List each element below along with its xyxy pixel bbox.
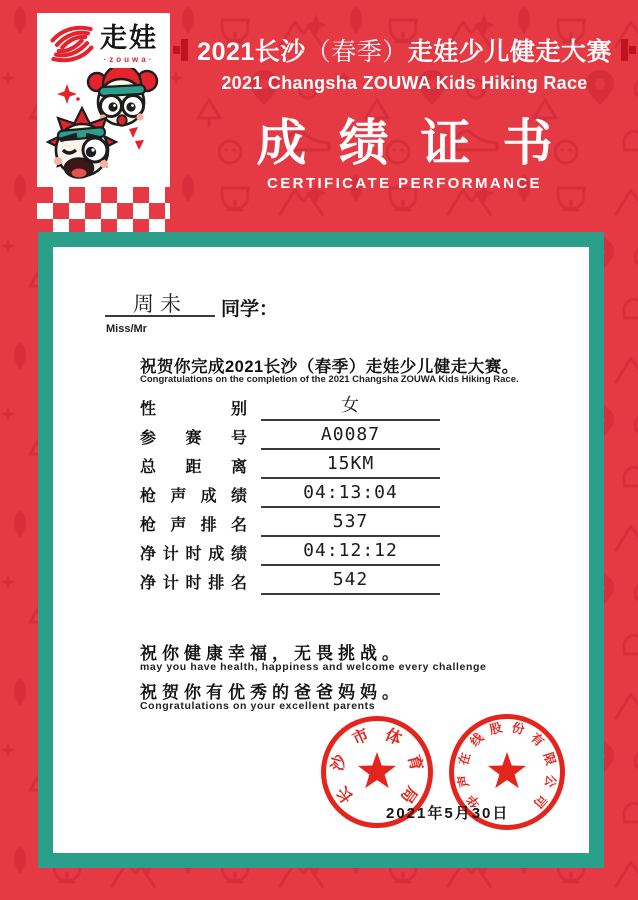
stamp-arc-character: 市 [349,726,372,749]
stamp-star-icon [355,751,399,793]
field-row-gun-rank [140,508,440,537]
field-label: 枪 声 成 绩 [140,488,247,506]
title-deco-right-icon [621,39,636,61]
certificate-title-cn: 成绩证书 [256,115,585,171]
stamp-arc-character: 华 [464,791,483,811]
field-label: 参 赛 号 [140,430,247,448]
field-label: 枪 声 排 名 [140,517,247,535]
field-row-bib-number [140,421,440,450]
stamp-star-icon [485,751,529,793]
zouwa-logo [37,23,170,65]
event-title-cn-season: （春季） [305,38,408,66]
field-value: A0087 [261,422,440,450]
field-value: 女 [261,393,440,421]
stamp-arc-character: 有 [528,730,547,750]
blessing-line-en: may you have health, happiness and welcome every challenge [140,661,487,673]
blessing2-line-cn: 祝贺你有优秀的爸爸妈妈。 [140,683,404,702]
stamp-arc-character: 公 [542,773,559,789]
certificate-date: 2021年5月30日 [386,805,510,822]
field-value: 542 [261,567,440,595]
logo-text-en: ·zouwa· [103,54,155,64]
certificate-body [53,247,589,853]
event-title-cn-part2: 走娃少儿健走大赛 [407,38,612,66]
salutation: 同学： [221,299,279,320]
field-row-gender [140,392,440,421]
field-value: 15KM [261,451,440,479]
logo-strip [37,13,170,187]
certificate-frame [38,232,604,868]
checkerboard-band [37,187,170,234]
congrats-line-en: Congratulations on the completion of the 2021 Changsha ZOUWA Kids Hiking Race. [140,374,519,385]
event-title-en: 2021 Changsha ZOUWA Kids Hiking Race [221,73,588,93]
recipient-name: 周未 [105,287,215,317]
stamp-arc-character: 份 [510,720,526,738]
field-row-distance [140,450,440,479]
stamp-arc-character: 沙 [329,752,350,773]
field-value: 04:13:04 [261,480,440,508]
field-label: 总 距 离 [140,459,247,477]
name-hint: Miss/Mr [106,323,147,335]
field-label: 净 计 时 排 名 [140,575,247,593]
event-title-cn [197,32,612,68]
header [171,0,638,192]
field-value: 04:12:12 [261,538,440,566]
stamp-arc-character: 限 [540,750,558,767]
blessing-line-cn: 祝你健康幸福，无畏挑战。 [140,644,404,663]
stamp-arc-character: 线 [467,730,486,750]
field-row-gun-time [140,479,440,508]
stamp-arc-character: 体 [382,726,405,749]
stamp-arc-character: 声 [455,773,472,789]
title-deco-left-icon [173,39,188,61]
event-title-cn-part1: 2021长沙 [197,38,306,66]
congrats-line-cn: 祝贺你完成2021长沙（春季）走娃少儿健走大赛。 [140,358,519,376]
stamp-arc-character: 在 [456,750,474,767]
zouwa-swoosh-icon [49,23,95,65]
mascot-kids-illustration [37,68,170,187]
field-value: 537 [261,509,440,537]
field-label: 净 计 时 成 绩 [140,546,247,564]
stamp-arc-character: 长 [334,783,358,807]
blessing2-line-en: Congratulations on your excellent parents [140,700,376,712]
stamp-arc-character: 局 [396,783,420,807]
stamp-arc-character: 股 [488,720,504,738]
field-row-net-time [140,537,440,566]
field-label: 性 别 [140,401,247,419]
stamp-arc-character: 司 [531,791,550,811]
field-row-net-rank [140,566,440,595]
logo-text-cn: 走娃 [100,22,158,53]
stamp-arc-character: 育 [404,752,425,773]
certificate-title-en: CERTIFICATE PERFORMANCE [267,175,542,192]
result-fields [140,392,440,595]
